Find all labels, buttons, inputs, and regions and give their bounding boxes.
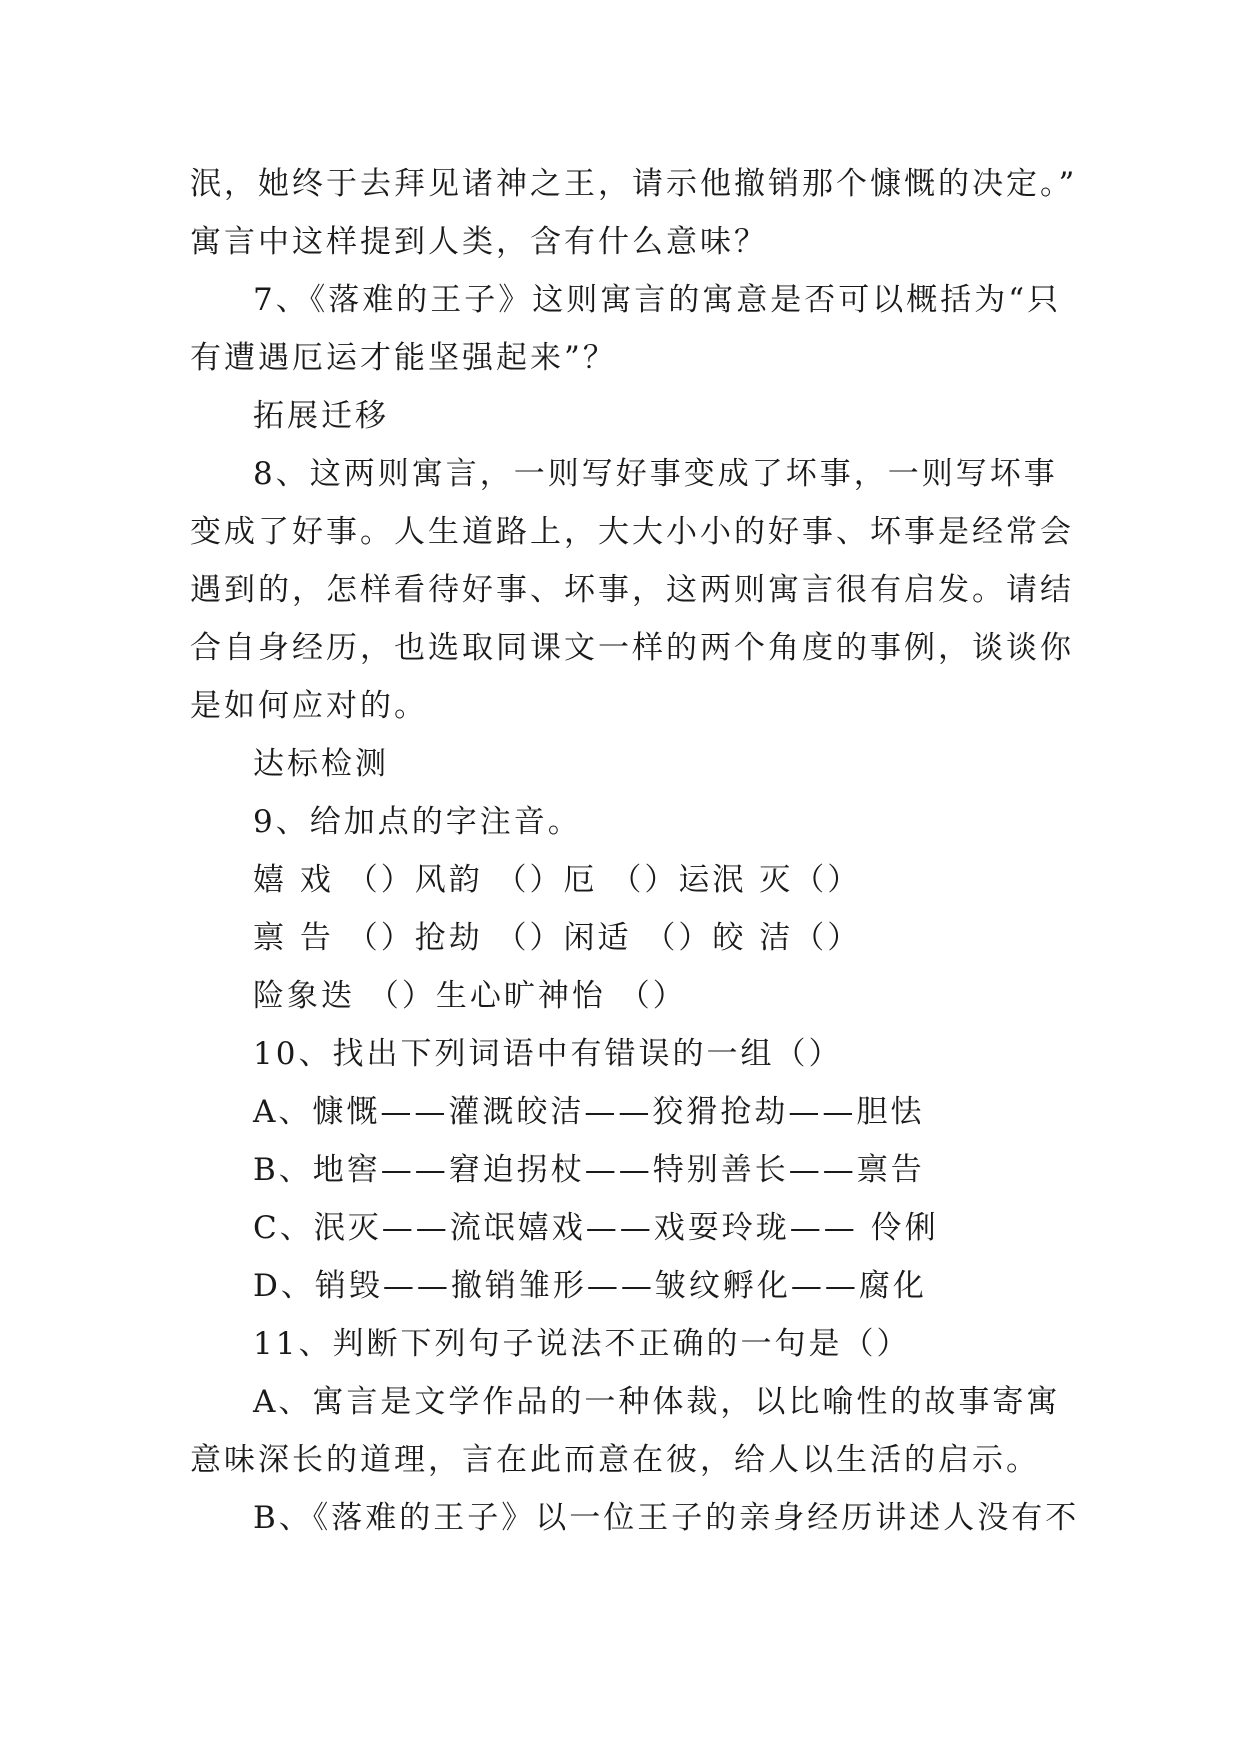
text-line: 变成了好事。人生道路上，大大小小的好事、坏事是经常会 [190,514,1074,550]
text-line: 遇到的，怎样看待好事、坏事，这两则寓言很有启发。请结 [190,572,1074,608]
text-line: 是如何应对的。 [190,688,428,724]
document-body [190,155,1080,1547]
question-7: 7、《落难的王子》这则寓言的寓意是否可以概括为“只 [253,282,1062,318]
option-d: D、销毁——撤销雏形——皱纹孵化——腐化 [253,1268,927,1304]
pinyin-row: 嬉 戏 （）风韵 （）厄 （）运泯 灭（） [253,862,862,898]
section-heading-extension: 拓展迁移 [253,398,389,434]
question-8: 8、这两则寓言，一则写好事变成了坏事，一则写坏事 [253,456,1058,492]
question-10: 10、找出下列词语中有错误的一组（） [253,1036,843,1072]
text-line: 有遭遇厄运才能坚强起来”？ [190,340,617,376]
pinyin-row: 禀 告 （）抢劫 （）闲适 （）皎 洁（） [253,920,862,956]
option-a: A、慷慨——灌溉皎洁——狡猾抢劫——胆怯 [253,1094,925,1130]
text-line: 寓言中这样提到人类，含有什么意味？ [190,224,768,260]
option-c: C、泯灭——流氓嬉戏——戏耍玲珑—— 伶俐 [253,1210,939,1246]
option-b: B、《落难的王子》以一位王子的亲身经历讲述人没有不 [253,1500,1080,1536]
option-a: A、寓言是文学作品的一种体裁，以比喻性的故事寄寓 [253,1384,1061,1420]
pinyin-row: 险象迭 （）生心旷神怡 （） [253,978,687,1014]
text-line: 泯，她终于去拜见诸神之王，请示他撤销那个慷慨的决定。” [190,166,1078,202]
text-line: 合自身经历，也选取同课文一样的两个角度的事例，谈谈你 [190,630,1074,666]
question-9: 9、给加点的字注音。 [253,804,582,840]
section-heading-assessment: 达标检测 [253,746,389,782]
question-11: 11、判断下列句子说法不正确的一句是（） [253,1326,911,1362]
option-b: B、地窖——窘迫拐杖——特别善长——禀告 [253,1152,925,1188]
text-line: 意味深长的道理，言在此而意在彼，给人以生活的启示。 [190,1442,1040,1478]
